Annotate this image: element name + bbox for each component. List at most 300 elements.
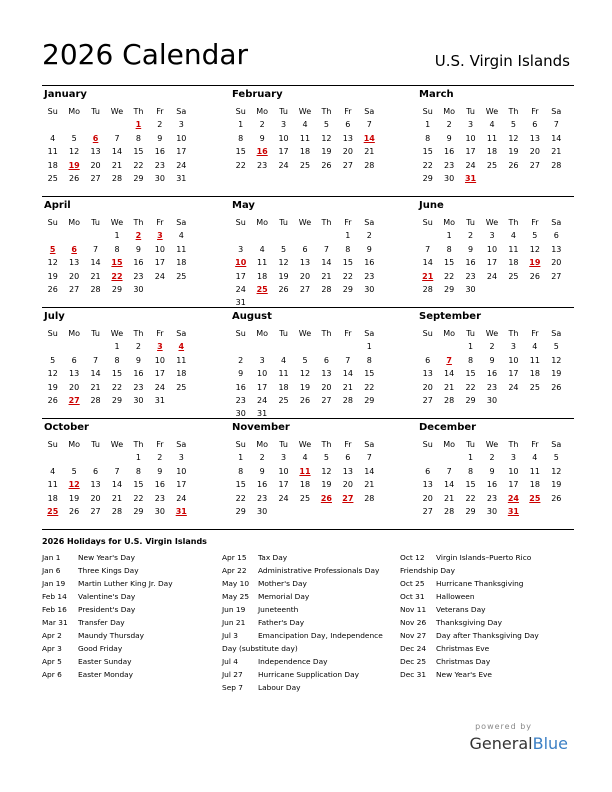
day: 4: [50, 466, 56, 476]
day: 7: [366, 453, 372, 463]
day: 30: [133, 284, 144, 294]
day: 13: [551, 244, 562, 254]
holiday-date: Apr 5: [42, 657, 62, 666]
day: 2: [238, 355, 244, 365]
day: 25: [508, 271, 519, 281]
weekday-label: Su: [422, 218, 433, 227]
holiday-entry: [222, 551, 383, 564]
day: 15: [444, 258, 455, 268]
day: 16: [444, 147, 455, 157]
month-row: [42, 418, 574, 530]
day: 5: [510, 120, 516, 130]
weekday-label: Mo: [443, 440, 456, 449]
holiday-day: 12: [68, 480, 80, 490]
day: 23: [364, 271, 375, 281]
day: 17: [235, 271, 246, 281]
day: 4: [302, 453, 308, 463]
day: 16: [486, 369, 498, 379]
day: 8: [446, 244, 452, 254]
day: 14: [444, 369, 455, 379]
empty-cell: [251, 229, 272, 242]
day: 2: [157, 453, 163, 463]
day: 27: [90, 506, 101, 516]
day: 26: [299, 395, 311, 405]
day: 23: [133, 271, 144, 281]
day: 25: [486, 160, 498, 170]
holiday-entry: [42, 616, 173, 629]
day: 11: [176, 355, 187, 365]
day: 25: [299, 160, 311, 170]
day: 22: [235, 160, 246, 170]
day: 6: [345, 120, 351, 130]
day: 7: [425, 244, 431, 254]
day: 19: [47, 382, 58, 392]
empty-cell: [63, 118, 84, 131]
day: 26: [529, 271, 540, 281]
day: 9: [259, 133, 265, 143]
day: 21: [90, 382, 101, 392]
holiday-entry: [222, 564, 383, 577]
months-grid: [42, 85, 574, 530]
holiday-name: Three Kings Day: [78, 566, 139, 575]
day: 15: [235, 480, 246, 490]
day: 13: [69, 369, 80, 379]
day: 31: [154, 395, 165, 405]
day: 24: [257, 395, 268, 405]
day: 6: [71, 355, 77, 365]
day-grid: [230, 327, 380, 421]
holiday-date: Oct 25: [400, 579, 425, 588]
day: 17: [278, 480, 289, 490]
day: 18: [508, 258, 519, 268]
day: 4: [50, 133, 56, 143]
brand-blue: Blue: [532, 734, 568, 753]
holiday-name: Administrative Professionals Day: [258, 566, 380, 575]
day: 8: [114, 244, 120, 254]
day: 17: [176, 147, 187, 157]
month-row: [42, 307, 574, 418]
day: 13: [422, 480, 433, 490]
day: 20: [342, 480, 353, 490]
weekday-label: Mo: [256, 329, 269, 338]
day: 1: [238, 120, 244, 130]
empty-cell: [85, 118, 106, 131]
holiday-date: Jan 1: [42, 553, 61, 562]
weekday-label: We: [485, 440, 499, 449]
holiday-date: Jan 19: [42, 579, 66, 588]
weekday-label: Th: [133, 329, 144, 338]
day: 8: [468, 466, 474, 476]
day: 4: [259, 244, 265, 254]
day: 20: [422, 493, 433, 503]
day: 12: [69, 147, 80, 157]
weekday-label: Sa: [176, 440, 187, 449]
day: 9: [135, 355, 141, 365]
holiday-date: Jul 4: [222, 657, 238, 666]
empty-cell: [230, 340, 251, 353]
holiday-day: 19: [68, 160, 80, 170]
weekday-label: Sa: [551, 329, 562, 338]
holiday-name: New Year's Eve: [436, 670, 492, 679]
day: 12: [321, 466, 332, 476]
day: 1: [345, 231, 351, 241]
day: 28: [90, 395, 101, 405]
holiday-name: Thanksgiving Day: [436, 618, 503, 627]
day: 12: [529, 244, 540, 254]
holiday-entry: [400, 655, 539, 668]
day: 2: [489, 453, 495, 463]
holiday-entry: [42, 655, 173, 668]
holiday-entry: [42, 590, 173, 603]
day: 24: [154, 271, 165, 281]
day: 28: [111, 506, 123, 516]
empty-cell: [85, 451, 106, 464]
day: 13: [69, 258, 80, 268]
weekday-label: Tu: [466, 440, 475, 449]
day: 22: [444, 271, 455, 281]
day: 29: [133, 506, 144, 516]
weekday-label: Fr: [531, 440, 539, 449]
holiday-name: Maundy Thursday: [78, 631, 145, 640]
holiday-name: Easter Sunday: [78, 657, 132, 666]
holiday-name: Emancipation Day, Independence: [258, 631, 383, 640]
day: 7: [323, 244, 329, 254]
day: 1: [114, 342, 120, 352]
day: 18: [529, 369, 540, 379]
day-grid: [417, 438, 567, 518]
holiday-entry: [400, 551, 539, 564]
weekday-label: Mo: [68, 218, 81, 227]
holiday-name: Virgin Islands–Puerto Rico: [436, 553, 532, 562]
holiday-name: Labour Day: [258, 683, 301, 692]
day: 30: [154, 506, 165, 516]
day: 16: [257, 480, 268, 490]
day: 7: [93, 355, 99, 365]
day: 28: [551, 160, 562, 170]
holiday-day: 1: [135, 120, 142, 130]
day: 19: [278, 271, 289, 281]
holiday-date: Apr 22: [222, 566, 247, 575]
holiday-name: Veterans Day: [436, 605, 486, 614]
weekday-label: Mo: [443, 107, 456, 116]
day: 30: [154, 173, 165, 183]
empty-cell: [438, 340, 459, 353]
day: 8: [425, 133, 431, 143]
day: 29: [235, 506, 246, 516]
day: 27: [69, 284, 80, 294]
weekday-label: Th: [508, 218, 519, 227]
day: 16: [133, 258, 144, 268]
holiday-day: 11: [299, 466, 311, 476]
holiday-date: Jun 19: [222, 605, 246, 614]
month-name: May: [232, 200, 255, 211]
day: 19: [299, 382, 311, 392]
day: 21: [551, 147, 562, 157]
day: 29: [364, 395, 375, 405]
weekday-label: Th: [321, 329, 332, 338]
weekday-label: We: [298, 218, 312, 227]
holiday-date: Jan 6: [42, 566, 61, 575]
day: 18: [299, 480, 311, 490]
weekday-label: Tu: [466, 329, 475, 338]
day: 23: [486, 382, 498, 392]
day: 13: [422, 369, 433, 379]
day: 27: [422, 395, 433, 405]
holiday-date: Feb 14: [42, 592, 67, 601]
holiday-day: 7: [446, 355, 452, 365]
day: 3: [238, 244, 244, 254]
weekday-label: Su: [235, 107, 246, 116]
day-grid: [230, 438, 380, 518]
day: 19: [321, 147, 332, 157]
holiday-entry: [222, 642, 383, 655]
day-grid: [417, 216, 567, 296]
day: 17: [508, 480, 519, 490]
holiday-day: 6: [92, 133, 99, 143]
weekday-label: Mo: [256, 440, 269, 449]
day: 4: [532, 453, 538, 463]
day-grid: [42, 438, 192, 518]
day: 20: [299, 271, 311, 281]
day: 8: [238, 466, 244, 476]
holiday-name: Hurricane Thanksgiving: [436, 579, 524, 588]
day: 20: [342, 147, 353, 157]
weekday-label: Sa: [551, 440, 562, 449]
day: 22: [364, 382, 375, 392]
day: 24: [235, 284, 246, 294]
day: 2: [446, 120, 452, 130]
holiday-date: Apr 3: [42, 644, 62, 653]
day: 24: [176, 160, 187, 170]
holiday-entry: [42, 564, 173, 577]
day: 12: [299, 369, 311, 379]
day: 22: [235, 493, 246, 503]
day-grid: [42, 327, 192, 407]
day: 18: [176, 258, 187, 268]
day-grid: [42, 216, 192, 296]
weekday-label: Su: [235, 218, 246, 227]
weekday-label: Fr: [156, 329, 164, 338]
day: 21: [111, 160, 123, 170]
weekday-label: Tu: [91, 440, 100, 449]
weekday-label: Mo: [68, 329, 81, 338]
empty-cell: [42, 229, 63, 242]
weekday-label: Fr: [531, 218, 539, 227]
weekday-label: Tu: [91, 107, 100, 116]
day: 5: [532, 231, 538, 241]
weekday-label: Th: [321, 107, 332, 116]
holiday-day: 4: [178, 342, 185, 352]
weekday-label: Th: [321, 440, 332, 449]
holiday-name: Martin Luther King Jr. Day: [78, 579, 173, 588]
day: 19: [551, 480, 562, 490]
day: 3: [178, 453, 184, 463]
day: 27: [342, 160, 353, 170]
day: 5: [553, 342, 559, 352]
weekday-label: We: [110, 440, 124, 449]
weekday-label: Tu: [279, 107, 288, 116]
day: 22: [133, 160, 144, 170]
day: 23: [444, 160, 455, 170]
holiday-entry: [222, 616, 383, 629]
weekday-label: Fr: [156, 440, 164, 449]
day: 30: [133, 395, 144, 405]
day: 11: [486, 133, 498, 143]
day: 26: [47, 284, 58, 294]
holiday-entry: [42, 642, 173, 655]
weekday-label: Sa: [364, 218, 375, 227]
day: 18: [257, 271, 268, 281]
day: 6: [425, 355, 431, 365]
day: 14: [342, 369, 353, 379]
day: 12: [47, 258, 58, 268]
empty-cell: [106, 451, 127, 464]
holiday-name: Christmas Eve: [436, 644, 490, 653]
day: 15: [111, 369, 123, 379]
holiday-day: 31: [507, 506, 519, 516]
day: 21: [321, 271, 332, 281]
holiday-date: Mar 31: [42, 618, 68, 627]
day: 2: [366, 231, 372, 241]
day: 19: [47, 271, 58, 281]
holiday-day: 27: [68, 395, 80, 405]
holiday-entry: [400, 577, 539, 590]
holiday-day: 25: [256, 284, 268, 294]
weekday-label: Su: [235, 329, 246, 338]
day: 6: [553, 231, 559, 241]
day: 11: [529, 466, 540, 476]
day: 15: [364, 369, 375, 379]
weekday-label: Su: [422, 329, 433, 338]
holiday-date: Apr 15: [222, 553, 247, 562]
day: 6: [93, 466, 99, 476]
holiday-date: Oct 31: [400, 592, 425, 601]
day: 18: [486, 147, 498, 157]
holiday-entry: [222, 681, 383, 694]
holiday-entry: [400, 629, 539, 642]
day: 8: [135, 466, 141, 476]
day: 3: [468, 120, 474, 130]
empty-cell: [316, 340, 337, 353]
day: 26: [47, 395, 58, 405]
day: 7: [553, 120, 559, 130]
day: 28: [321, 284, 332, 294]
holiday-day: 31: [175, 506, 187, 516]
day: 3: [281, 453, 287, 463]
month-row: [42, 85, 574, 196]
day: 3: [281, 120, 287, 130]
holiday-date: Sep 7: [222, 683, 243, 692]
day: 9: [157, 466, 163, 476]
day: 9: [446, 133, 452, 143]
weekday-label: Tu: [91, 329, 100, 338]
holiday-date: May 10: [222, 579, 250, 588]
day: 14: [551, 133, 562, 143]
day: 20: [321, 382, 332, 392]
day: 11: [176, 244, 187, 254]
weekday-label: Fr: [344, 107, 352, 116]
weekday-label: Mo: [443, 329, 456, 338]
day-grid: [230, 105, 380, 172]
empty-cell: [251, 340, 272, 353]
day: 27: [529, 160, 540, 170]
weekday-label: Mo: [68, 107, 81, 116]
holiday-name: Father's Day: [258, 618, 305, 627]
empty-cell: [230, 229, 251, 242]
holiday-entry: [222, 668, 383, 681]
day: 30: [444, 173, 455, 183]
day: 19: [321, 480, 332, 490]
day: 29: [111, 284, 123, 294]
empty-cell: [273, 340, 294, 353]
day: 27: [90, 173, 101, 183]
day: 11: [508, 244, 519, 254]
region-label: U.S. Virgin Islands: [434, 52, 570, 70]
day: 8: [238, 133, 244, 143]
day: 17: [486, 258, 498, 268]
brand-logo: [470, 734, 568, 753]
day: 22: [465, 382, 476, 392]
brand-general: General: [469, 734, 533, 753]
day: 11: [257, 258, 268, 268]
month-name: July: [44, 311, 65, 322]
day: 16: [154, 480, 165, 490]
day: 3: [259, 355, 265, 365]
month-name: June: [419, 200, 444, 211]
day: 3: [178, 120, 184, 130]
day: 10: [278, 466, 289, 476]
day: 13: [299, 258, 311, 268]
month-name: February: [232, 89, 283, 100]
day: 29: [465, 395, 476, 405]
day: 2: [489, 342, 495, 352]
day: 9: [157, 133, 163, 143]
holiday-entry: [42, 668, 173, 681]
day: 20: [529, 147, 540, 157]
holiday-name: Transfer Day: [78, 618, 125, 627]
day: 26: [278, 284, 289, 294]
day: 29: [133, 173, 144, 183]
day: 13: [321, 369, 332, 379]
weekday-label: Tu: [91, 218, 100, 227]
day: 15: [465, 480, 476, 490]
day: 18: [47, 493, 58, 503]
holiday-entry: [222, 590, 383, 603]
day: 6: [425, 466, 431, 476]
month-name: January: [44, 89, 87, 100]
holiday-date: Jun 21: [222, 618, 246, 627]
day: 23: [465, 271, 476, 281]
day: 18: [176, 369, 187, 379]
holiday-day: 25: [47, 506, 59, 516]
day: 25: [47, 173, 58, 183]
day: 28: [111, 173, 123, 183]
month-name: October: [44, 422, 89, 433]
day: 19: [69, 493, 80, 503]
day: 1: [425, 120, 431, 130]
day: 28: [364, 160, 375, 170]
day: 5: [50, 355, 56, 365]
day: 13: [90, 480, 101, 490]
day: 20: [90, 493, 101, 503]
holiday-entry: [400, 603, 539, 616]
holiday-date: Feb 16: [42, 605, 67, 614]
day: 14: [321, 258, 332, 268]
day: 16: [235, 382, 246, 392]
day: 6: [532, 120, 538, 130]
day: 4: [302, 120, 308, 130]
day: 13: [342, 133, 353, 143]
